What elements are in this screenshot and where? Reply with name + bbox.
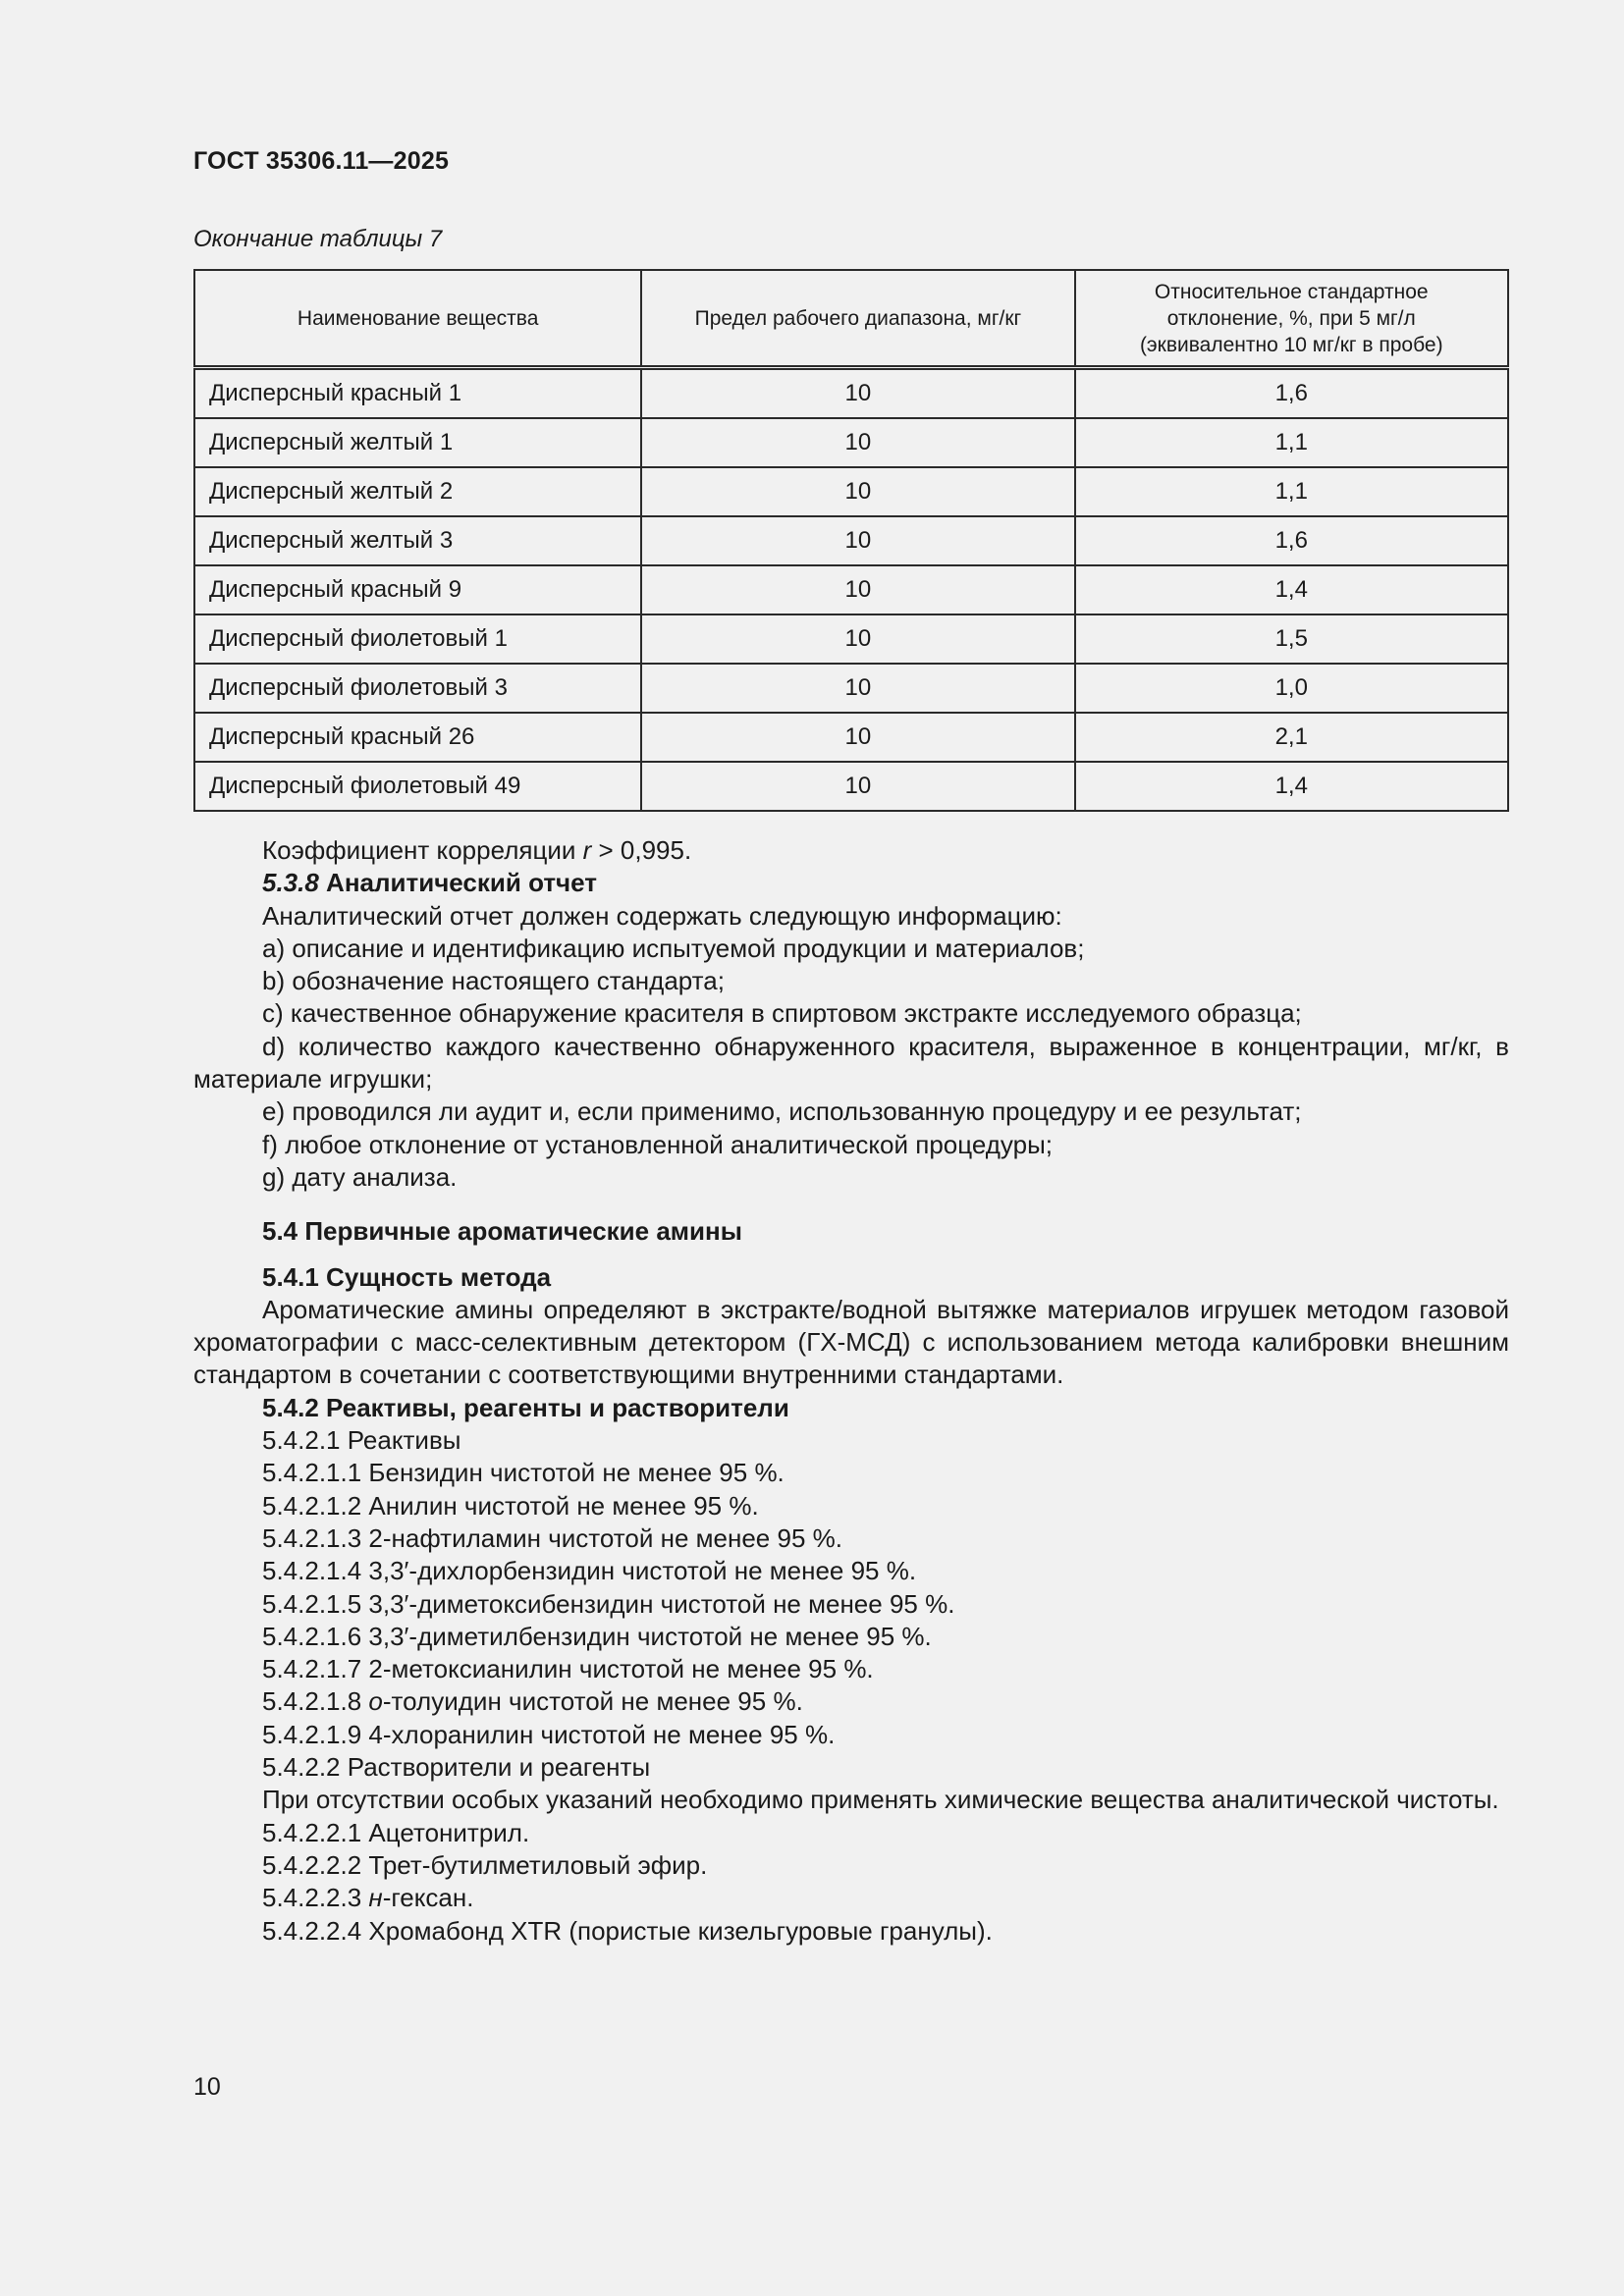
- table-row: [194, 762, 1508, 811]
- section-5-4-1-heading: 5.4.1 Сущность метода: [262, 1261, 552, 1292]
- table-header-row: [194, 270, 1508, 368]
- list-item: 5.4.2.1.3 2-нафтиламин чистотой не менее 95 %.: [262, 1522, 842, 1553]
- list-item: 5.4.2.1.9 4-хлоранилин чистотой не менее 95 %.: [262, 1719, 836, 1749]
- method-essence-paragraph: Ароматические амины определяют в экстракте/водной вытяжке материалов игрушек методом газовой хроматографии с масс-селективным детектором (ГХ-МСД) с использованием метода калибровки внешним стандартом в сочетании с соответствующими внутренними стандартами.: [193, 1294, 1509, 1390]
- rsd-value: 2,1: [1075, 713, 1508, 762]
- table-7: [193, 269, 1509, 812]
- range-limit: 10: [641, 713, 1074, 762]
- section-5-4-2-heading: 5.4.2 Реактивы, реагенты и растворители: [262, 1392, 789, 1422]
- document-code: ГОСТ 35306.11—2025: [193, 147, 450, 175]
- section-5-4-heading: 5.4 Первичные ароматические амины: [262, 1216, 742, 1247]
- substance-name: Дисперсный желтый 3: [194, 516, 641, 565]
- list-item: e) проводился ли аудит и, если применимо, использованную процедуру и ее результат;: [262, 1096, 1302, 1127]
- rsd-value: 1,6: [1075, 368, 1508, 419]
- range-limit: 10: [641, 565, 1074, 614]
- rsd-value: 1,5: [1075, 614, 1508, 664]
- report-intro: Аналитический отчет должен содержать следующую информацию:: [262, 900, 1062, 931]
- list-item: 5.4.2.1.8 о-толуидин чистотой не менее 95 %.: [262, 1686, 803, 1717]
- list-item: f) любое отклонение от установленной аналитической процедуры;: [262, 1129, 1053, 1159]
- section-5-3-8-heading: 5.3.8 Аналитический отчет: [262, 868, 597, 898]
- list-item: 5.4.2.2.3 н-гексан.: [262, 1883, 474, 1913]
- rsd-value: 1,6: [1075, 516, 1508, 565]
- substance-name: Дисперсный красный 26: [194, 713, 641, 762]
- rsd-value: 1,1: [1075, 467, 1508, 516]
- page-number: 10: [193, 2073, 221, 2101]
- table-row: [194, 368, 1508, 419]
- range-limit: 10: [641, 516, 1074, 565]
- section-5-4-2-1-heading: 5.4.2.1 Реактивы: [262, 1425, 461, 1456]
- rsd-value: 1,4: [1075, 762, 1508, 811]
- table-row: [194, 664, 1508, 713]
- table-row: [194, 713, 1508, 762]
- list-item: a) описание и идентификацию испытуемой продукции и материалов;: [262, 933, 1085, 963]
- list-item: c) качественное обнаружение красителя в спиртовом экстракте исследуемого образца;: [262, 998, 1302, 1029]
- list-item: 5.4.2.2.2 Трет-бутилметиловый эфир.: [262, 1849, 708, 1880]
- substance-name: Дисперсный желтый 2: [194, 467, 641, 516]
- section-5-4-2-2-heading: 5.4.2.2 Растворители и реагенты: [262, 1752, 651, 1783]
- rsd-value: 1,0: [1075, 664, 1508, 713]
- table-row: [194, 418, 1508, 467]
- correlation-note: Коэффициент корреляции r > 0,995.: [262, 835, 692, 865]
- list-item: 5.4.2.1.2 Анилин чистотой не менее 95 %.: [262, 1490, 759, 1521]
- list-item: 5.4.2.1.7 2-метоксианилин чистотой не менее 95 %.: [262, 1654, 874, 1684]
- range-limit: 10: [641, 614, 1074, 664]
- list-item: 5.4.2.1.1 Бензидин чистотой не менее 95 %.: [262, 1458, 785, 1488]
- substance-name: Дисперсный желтый 1: [194, 418, 641, 467]
- list-item: d) количество каждого качественно обнаруженного красителя, выраженное в концентрации, мг/кг, в материале игрушки;: [193, 1031, 1509, 1095]
- list-item: b) обозначение настоящего стандарта;: [262, 966, 725, 996]
- rsd-value: 1,1: [1075, 418, 1508, 467]
- list-item: 5.4.2.2.1 Ацетонитрил.: [262, 1817, 530, 1847]
- substance-name: Дисперсный фиолетовый 49: [194, 762, 641, 811]
- list-item: 5.4.2.2.4 Хромабонд XTR (пористые кизельгуровые гранулы).: [262, 1915, 993, 1946]
- table-row: [194, 614, 1508, 664]
- table-row: [194, 467, 1508, 516]
- table-row: [194, 516, 1508, 565]
- range-limit: 10: [641, 418, 1074, 467]
- list-item: 5.4.2.1.4 3,3′-дихлорбензидин чистотой не менее 95 %.: [262, 1556, 917, 1586]
- solvents-paragraph: При отсутствии особых указаний необходимо применять химические вещества аналитической чистоты.: [262, 1785, 1499, 1815]
- substance-name: Дисперсный фиолетовый 3: [194, 664, 641, 713]
- substance-name: Дисперсный красный 1: [194, 368, 641, 419]
- range-limit: 10: [641, 762, 1074, 811]
- table-row: [194, 565, 1508, 614]
- list-item: g) дату анализа.: [262, 1161, 458, 1192]
- substance-name: Дисперсный красный 9: [194, 565, 641, 614]
- column-header: Относительное стандартное отклонение, %, при 5 мг/л (эквивалентно 10 мг/кг в пробе): [1075, 270, 1508, 368]
- substance-name: Дисперсный фиолетовый 1: [194, 614, 641, 664]
- range-limit: 10: [641, 368, 1074, 419]
- list-item: 5.4.2.1.5 3,3′-диметоксибензидин чистотой не менее 95 %.: [262, 1588, 955, 1619]
- rsd-value: 1,4: [1075, 565, 1508, 614]
- document-body: [193, 834, 1509, 1948]
- range-limit: 10: [641, 664, 1074, 713]
- column-header: Предел рабочего диапазона, мг/кг: [641, 270, 1074, 368]
- column-header: Наименование вещества: [194, 270, 641, 368]
- table-caption: Окончание таблицы 7: [193, 226, 443, 252]
- list-item: 5.4.2.1.6 3,3′-диметилбензидин чистотой не менее 95 %.: [262, 1621, 932, 1651]
- range-limit: 10: [641, 467, 1074, 516]
